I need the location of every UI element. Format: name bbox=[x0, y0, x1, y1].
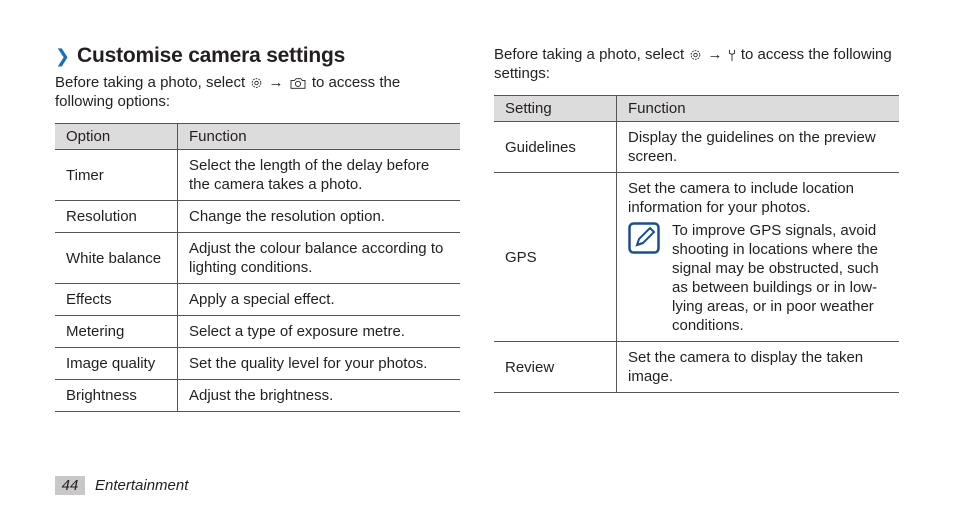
gps-note bbox=[628, 221, 888, 335]
settings-gear-icon bbox=[249, 76, 264, 90]
intro-after: to access the following settings: bbox=[494, 46, 892, 82]
intro-after: to access the following options: bbox=[55, 74, 401, 110]
option-cell: Timer bbox=[55, 150, 178, 201]
section-name: Entertainment bbox=[95, 477, 189, 494]
function-cell: Select a type of exposure metre. bbox=[178, 316, 461, 348]
intro-before: Before taking a photo, select bbox=[494, 46, 685, 63]
tool-settings-icon bbox=[727, 48, 737, 62]
option-cell: Brightness bbox=[55, 380, 178, 412]
table-header-row bbox=[55, 124, 460, 150]
table-row bbox=[55, 348, 460, 380]
function-cell: Adjust the brightness. bbox=[178, 380, 461, 412]
settings-table bbox=[494, 95, 899, 393]
table-row bbox=[55, 284, 460, 316]
option-cell: Image quality bbox=[55, 348, 178, 380]
function-cell: Adjust the colour balance according to lighting conditions. bbox=[178, 233, 461, 284]
camera-settings-icon bbox=[288, 76, 308, 90]
page-title: Customise camera settings bbox=[77, 44, 346, 67]
intro-before: Before taking a photo, select bbox=[55, 74, 246, 91]
setting-cell: GPS bbox=[494, 173, 617, 342]
header-option: Option bbox=[55, 124, 178, 150]
table-row bbox=[494, 173, 899, 342]
function-cell: Display the guidelines on the preview screen. bbox=[617, 122, 900, 173]
option-cell: Resolution bbox=[55, 201, 178, 233]
table-row bbox=[55, 233, 460, 284]
table-header-row bbox=[494, 96, 899, 122]
intro-text bbox=[494, 45, 899, 83]
table-row bbox=[55, 150, 460, 201]
intro-text bbox=[55, 73, 460, 111]
chevron-right-icon: ❯ bbox=[55, 45, 71, 66]
header-function: Function bbox=[617, 96, 900, 122]
table-row bbox=[494, 342, 899, 393]
header-function: Function bbox=[178, 124, 461, 150]
note-text: To improve GPS signals, avoid shooting in locations where the signal may be obstructed, such as between buildings or in low-lying areas, or in poor weather conditions. bbox=[672, 222, 879, 334]
table-row bbox=[55, 316, 460, 348]
intro-arrow: → bbox=[707, 46, 723, 63]
option-cell: Metering bbox=[55, 316, 178, 348]
page-footer bbox=[55, 476, 188, 495]
settings-gear-icon bbox=[688, 48, 703, 62]
table-row bbox=[55, 201, 460, 233]
setting-cell: Review bbox=[494, 342, 617, 393]
header-setting: Setting bbox=[494, 96, 617, 122]
section-heading bbox=[55, 44, 345, 68]
note-pencil-icon bbox=[628, 222, 660, 254]
intro-arrow: → bbox=[268, 74, 284, 91]
function-cell: Select the length of the delay before the camera takes a photo. bbox=[178, 150, 461, 201]
setting-cell: Guidelines bbox=[494, 122, 617, 173]
option-cell: Effects bbox=[55, 284, 178, 316]
function-cell: Apply a special effect. bbox=[178, 284, 461, 316]
function-cell: Change the resolution option. bbox=[178, 201, 461, 233]
function-cell bbox=[617, 173, 900, 342]
table-row bbox=[494, 122, 899, 173]
gps-description: Set the camera to include location information for your photos. bbox=[628, 180, 854, 216]
page-number: 44 bbox=[55, 476, 85, 495]
options-table bbox=[55, 123, 460, 412]
table-row bbox=[55, 380, 460, 412]
option-cell: White balance bbox=[55, 233, 178, 284]
function-cell: Set the quality level for your photos. bbox=[178, 348, 461, 380]
function-cell: Set the camera to display the taken image. bbox=[617, 342, 900, 393]
